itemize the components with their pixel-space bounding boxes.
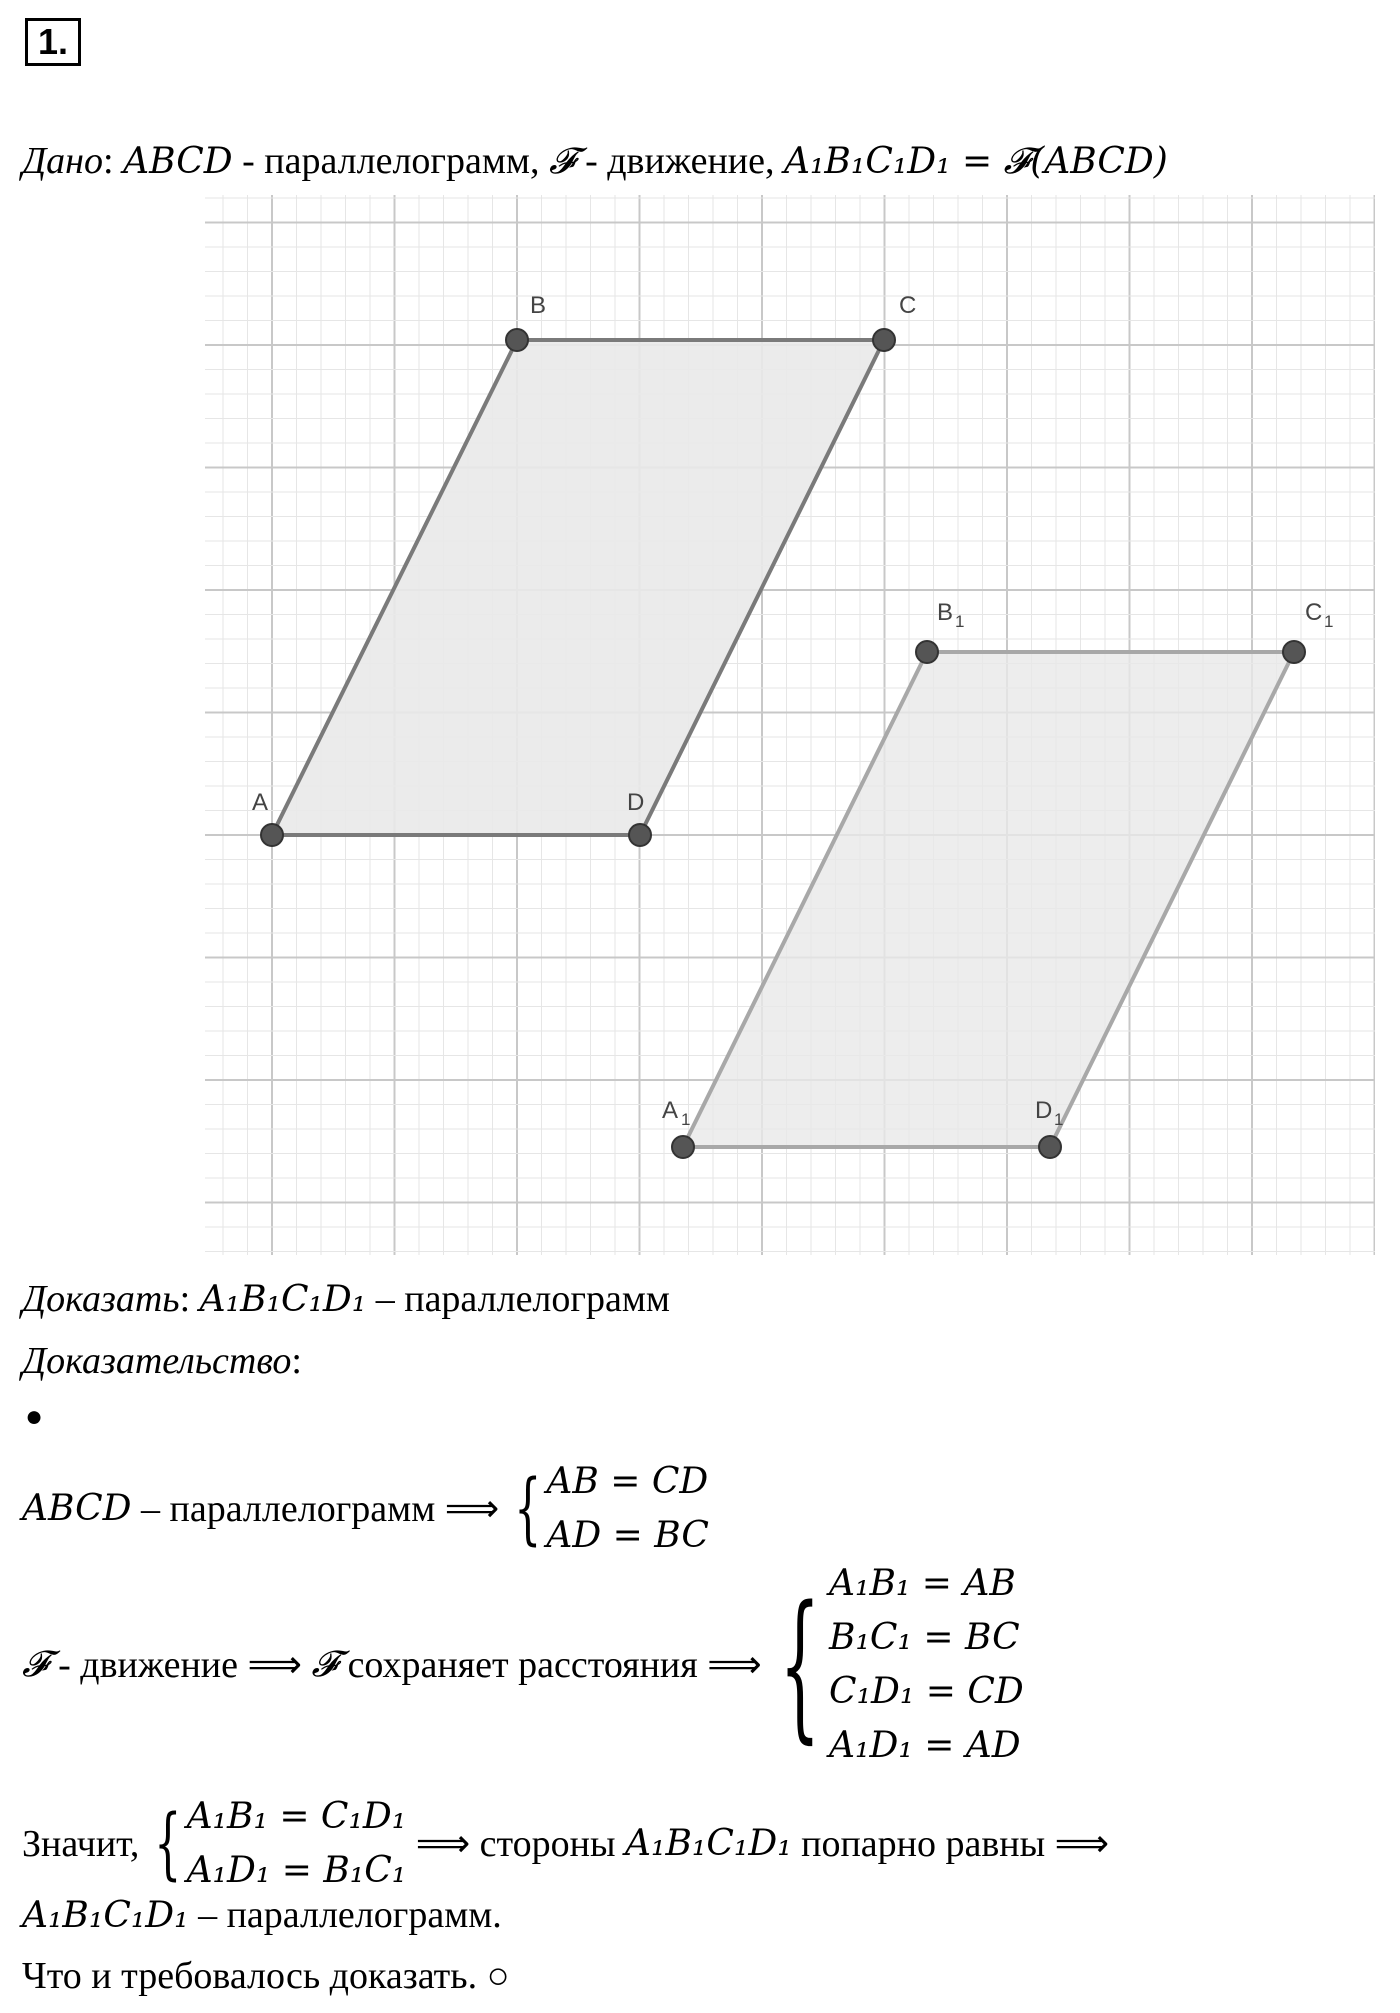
proof-line-2: 𝓕 - движение ⟹ 𝓕 сохраняет расстояния ⟹ { A₁B₁ = AB B₁C₁ = BC C₁D₁ = CD A₁D₁ = AD: [22, 1557, 1024, 1773]
label-c1-sub: 1: [1324, 612, 1334, 631]
prove-figure: A₁B₁C₁D₁: [199, 1279, 367, 1320]
system-2: [829, 1557, 1024, 1773]
system-3: [187, 1790, 407, 1898]
label-b: B: [530, 292, 547, 319]
point-b1: [916, 641, 938, 663]
proof-line-3: Значит, { A₁B₁ = C₁D₁ A₁D₁ = B₁C₁ ⟹ стороны A₁B₁C₁D₁ попарно равны ⟹: [22, 1790, 1109, 1898]
system-brace: {: [779, 1571, 821, 1758]
prove-line: Доказать: A₁B₁C₁D₁ – параллелограмм: [22, 1278, 670, 1320]
label-a1: A: [662, 1097, 679, 1124]
given-label: Дано: [22, 140, 104, 182]
system-1: [546, 1455, 709, 1563]
label-b1-sub: 1: [955, 612, 965, 631]
system-1-row: AB = CD: [546, 1461, 709, 1502]
point-c: [873, 329, 895, 351]
system-3-row: A₁D₁ = B₁C₁: [186, 1850, 407, 1891]
point-d1: [1039, 1136, 1061, 1158]
system-2-row: C₁D₁ = CD: [829, 1671, 1024, 1712]
problem-number: 1.: [25, 18, 81, 66]
label-c: C: [899, 292, 917, 319]
point-d: [629, 824, 651, 846]
label-a1-sub: 1: [681, 1110, 691, 1129]
system-brace: {: [513, 1464, 542, 1554]
point-c1: [1283, 641, 1305, 663]
label-a: A: [252, 789, 269, 816]
label-c1: C: [1305, 599, 1323, 626]
motion-symbol: 𝓕: [548, 141, 576, 182]
label-d: D: [627, 789, 645, 816]
proof-line-4: A₁B₁C₁D₁ – параллелограмм.: [22, 1894, 502, 1936]
system-1-row: AD = BC: [546, 1515, 709, 1556]
system-2-row: A₁D₁ = AD: [829, 1725, 1021, 1766]
given-image-equation: A₁B₁C₁D₁ = 𝓕(ABCD): [784, 141, 1168, 182]
proof-line-1: ABCD – параллелограмм ⟹ { AB = CD AD = BC: [22, 1455, 709, 1563]
system-2-row: B₁C₁ = BC: [829, 1617, 1020, 1658]
label-b1: B: [937, 599, 954, 626]
label-d1: D: [1035, 1097, 1053, 1124]
system-brace: {: [154, 1799, 182, 1889]
point-b: [506, 329, 528, 351]
parallelogram-a1b1c1d1: [683, 652, 1294, 1147]
point-a1: [672, 1136, 694, 1158]
prove-label: Доказать: [22, 1278, 180, 1320]
bullet: ●: [25, 1400, 44, 1433]
system-3-row: A₁B₁ = C₁D₁: [186, 1796, 407, 1837]
parallelogram-figure: [205, 195, 1375, 1255]
given-line: Дано: ABCD - параллелограмм, 𝓕 - движение, A₁B₁C₁D₁ = 𝓕(ABCD): [22, 140, 1168, 182]
proof-label: Доказательство: [22, 1340, 292, 1382]
label-d1-sub: 1: [1054, 1110, 1064, 1129]
point-a: [261, 824, 283, 846]
system-2-row: A₁B₁ = AB: [829, 1563, 1016, 1604]
parallelogram-abcd: [272, 340, 884, 835]
conclusion: Что и требовалось доказать. ○: [22, 1955, 510, 1997]
proof-heading: Доказательство:: [22, 1340, 302, 1382]
given-figure: ABCD: [123, 141, 233, 182]
